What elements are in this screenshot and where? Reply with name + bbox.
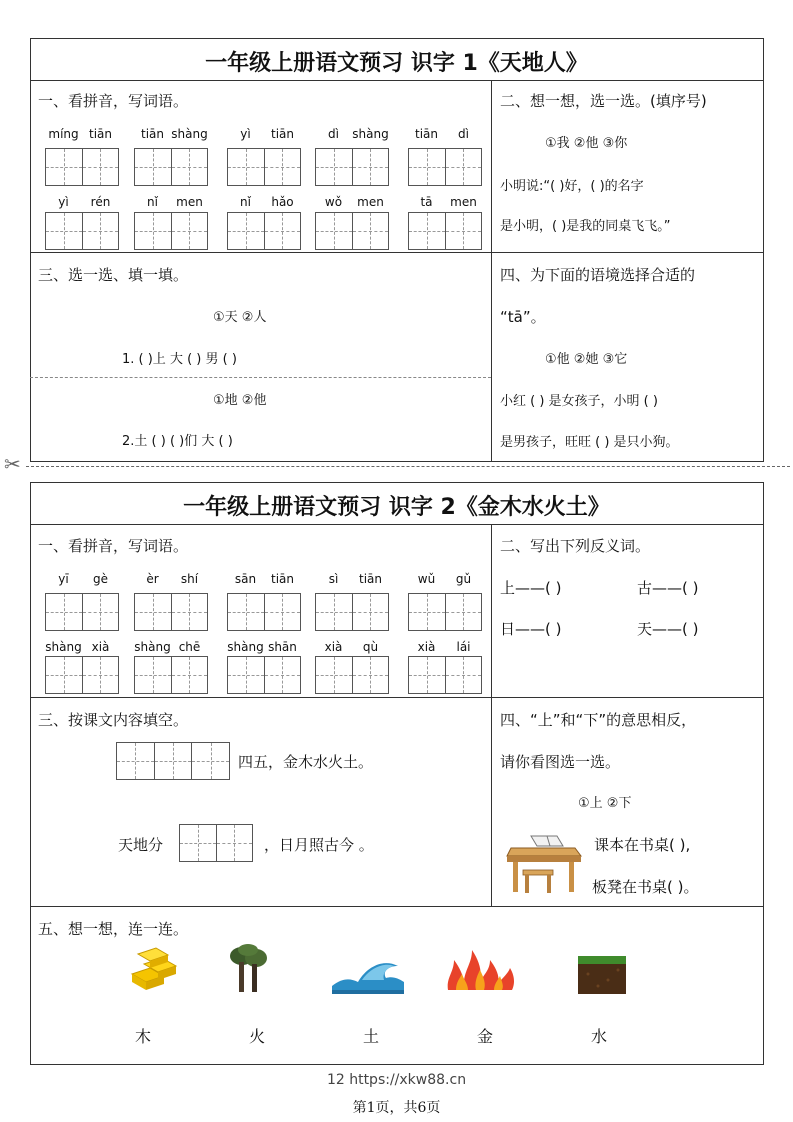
write-grid[interactable] xyxy=(179,824,253,862)
footer-url: 12 https://xkw88.cn xyxy=(326,1072,467,1088)
divider xyxy=(30,524,763,525)
word-label[interactable]: 水 xyxy=(591,1027,608,1046)
write-grid[interactable] xyxy=(134,656,208,694)
sheet2-q3-line2-after: ，日月照古今 。 xyxy=(264,836,374,854)
pinyin-label: wǔ xyxy=(417,572,436,586)
divider xyxy=(491,80,492,461)
write-grid[interactable] xyxy=(134,593,208,631)
pinyin-label: lái xyxy=(456,640,471,654)
sheet2-q3-line1: 四五，金木水火土。 xyxy=(238,753,374,771)
pinyin-label: tā xyxy=(420,195,433,209)
sheet1-q2-heading: 二、想一想，选一选。(填序号) xyxy=(500,92,707,110)
sheet1-title: 一年级上册语文预习 识字 1《天地人》 xyxy=(205,51,588,76)
write-grid[interactable] xyxy=(227,656,301,694)
pinyin-label: nǐ xyxy=(147,195,158,209)
sheet2-q4-line1: 课本在书桌( ), xyxy=(594,836,691,854)
pinyin-label: sān xyxy=(234,572,257,586)
sheet1-q2-line1: 小明说:“( )好，( )的名字 xyxy=(500,179,644,194)
pinyin-label: rén xyxy=(90,195,111,209)
write-grid[interactable] xyxy=(134,212,208,250)
pinyin-label: míng xyxy=(48,127,79,141)
write-grid[interactable] xyxy=(227,593,301,631)
write-grid[interactable] xyxy=(227,148,301,186)
pinyin-label: tiān xyxy=(141,127,164,141)
pinyin-label: gè xyxy=(93,572,108,586)
sheet2-title: 一年级上册语文预习 识字 2《金木水火土》 xyxy=(183,495,610,520)
pinyin-label: shàng xyxy=(352,127,389,141)
sheet2-q4-heading2: 请你看图选一选。 xyxy=(500,753,621,771)
pinyin-label: gǔ xyxy=(455,572,472,586)
pinyin-label: shàng xyxy=(45,640,82,654)
sheet1-q4-line2: 是男孩子，旺旺 ( ) 是只小狗。 xyxy=(500,435,679,450)
pinyin-label: men xyxy=(176,195,203,209)
write-grid[interactable] xyxy=(134,148,208,186)
pinyin-label: tiān xyxy=(271,572,294,586)
sheet2-q2-line1b: 古——( ) xyxy=(637,579,699,597)
pinyin-label: nǐ xyxy=(240,195,251,209)
sheet2-q3-heading: 三、按课文内容填空。 xyxy=(38,711,189,729)
pinyin-label: èr xyxy=(146,572,159,586)
pinyin-label: hǎo xyxy=(271,195,294,209)
pinyin-label: shàng xyxy=(171,127,208,141)
sheet2-q4-heading: 四、“上”和“下”的意思相反， xyxy=(500,711,697,729)
tree-icon xyxy=(228,944,268,994)
write-grid[interactable] xyxy=(227,212,301,250)
pinyin-label: shàng xyxy=(134,640,171,654)
sheet1-q4-options: ①他 ②她 ③它 xyxy=(545,352,628,367)
pinyin-label: men xyxy=(357,195,384,209)
pinyin-label: xià xyxy=(324,640,343,654)
pinyin-label: xià xyxy=(91,640,110,654)
pinyin-label: dì xyxy=(328,127,339,141)
write-grid[interactable] xyxy=(45,212,119,250)
word-label[interactable]: 火 xyxy=(249,1027,266,1046)
fire-icon xyxy=(446,948,516,992)
pinyin-label: qù xyxy=(362,640,379,654)
write-grid[interactable] xyxy=(315,212,389,250)
write-grid[interactable] xyxy=(408,656,482,694)
pinyin-label: wǒ xyxy=(324,195,343,209)
pinyin-label: tiān xyxy=(415,127,438,141)
pinyin-label: shàng xyxy=(227,640,264,654)
write-grid[interactable] xyxy=(315,148,389,186)
word-label[interactable]: 金 xyxy=(477,1027,494,1046)
pinyin-label: xià xyxy=(417,640,436,654)
footer-page: 第1页，共6页 xyxy=(352,1100,441,1116)
sheet1-q1-heading: 一、看拼音，写词语。 xyxy=(38,92,189,110)
divider xyxy=(30,252,763,253)
pinyin-label: shān xyxy=(268,640,297,654)
write-grid[interactable] xyxy=(45,593,119,631)
write-grid[interactable] xyxy=(315,656,389,694)
write-grid[interactable] xyxy=(315,593,389,631)
water-wave-icon xyxy=(332,956,404,994)
write-grid[interactable] xyxy=(116,742,230,780)
divider xyxy=(491,524,492,906)
sheet1-q3-line2: 2.土 ( ) ( )们 大 ( ) xyxy=(122,434,233,449)
pinyin-label: chē xyxy=(178,640,201,654)
sheet1-q4-heading: 四、为下面的语境选择合适的 xyxy=(500,266,696,284)
soil-icon xyxy=(578,956,626,994)
write-grid[interactable] xyxy=(408,593,482,631)
divider xyxy=(30,377,491,378)
sheet2-q5-heading: 五、想一想，连一连。 xyxy=(38,920,189,938)
sheet2-q2-line2a: 日——( ) xyxy=(500,620,562,638)
word-label[interactable]: 木 xyxy=(135,1027,152,1046)
sheet2-q2-line1a: 上——( ) xyxy=(500,579,562,597)
pinyin-label: men xyxy=(450,195,477,209)
sheet2-q2-line2b: 天——( ) xyxy=(637,620,699,638)
sheet1-q3-line1: 1. ( )上 大 ( ) 男 ( ) xyxy=(122,352,237,367)
sheet1-q4-line1: 小红 ( ) 是女孩子，小明 ( ) xyxy=(500,394,658,409)
sheet1-q3-options2: ①地 ②他 xyxy=(213,393,267,408)
write-grid[interactable] xyxy=(408,148,482,186)
sheet1-q2-line2: 是小明，( )是我的同桌飞飞。” xyxy=(500,219,671,234)
pinyin-label: yì xyxy=(58,195,69,209)
pinyin-label: tiān xyxy=(271,127,294,141)
sheet1-q3-options1: ①天 ②人 xyxy=(213,310,267,325)
gold-bars-icon xyxy=(128,946,180,990)
sheet2-q4-options: ①上 ②下 xyxy=(578,796,632,811)
sheet1-q3-heading: 三、选一选、填一填。 xyxy=(38,266,189,284)
scissors-icon: ✂ xyxy=(4,452,21,476)
pinyin-label: tiān xyxy=(359,572,382,586)
pinyin-label: dì xyxy=(458,127,469,141)
sheet2-q4-line2: 板凳在书桌( )。 xyxy=(592,878,699,896)
sheet2-q1-heading: 一、看拼音，写词语。 xyxy=(38,537,189,555)
divider xyxy=(30,906,763,907)
cut-line xyxy=(26,466,790,467)
pinyin-label: shí xyxy=(180,572,199,586)
divider xyxy=(30,697,763,698)
desk-stool-illustration xyxy=(505,830,585,896)
divider xyxy=(30,80,763,81)
sheet2-q2-heading: 二、写出下列反义词。 xyxy=(500,537,651,555)
sheet2-q3-line2-before: 天地分 xyxy=(118,836,164,854)
write-grid[interactable] xyxy=(45,148,119,186)
pinyin-label: sì xyxy=(328,572,339,586)
sheet1-q4-heading2: “tā”。 xyxy=(500,308,546,326)
word-label[interactable]: 土 xyxy=(363,1027,380,1046)
sheet1-q2-options: ①我 ②他 ③你 xyxy=(545,136,628,151)
pinyin-label: yī xyxy=(58,572,69,586)
pinyin-label: tiān xyxy=(89,127,112,141)
write-grid[interactable] xyxy=(408,212,482,250)
pinyin-label: yì xyxy=(240,127,251,141)
write-grid[interactable] xyxy=(45,656,119,694)
